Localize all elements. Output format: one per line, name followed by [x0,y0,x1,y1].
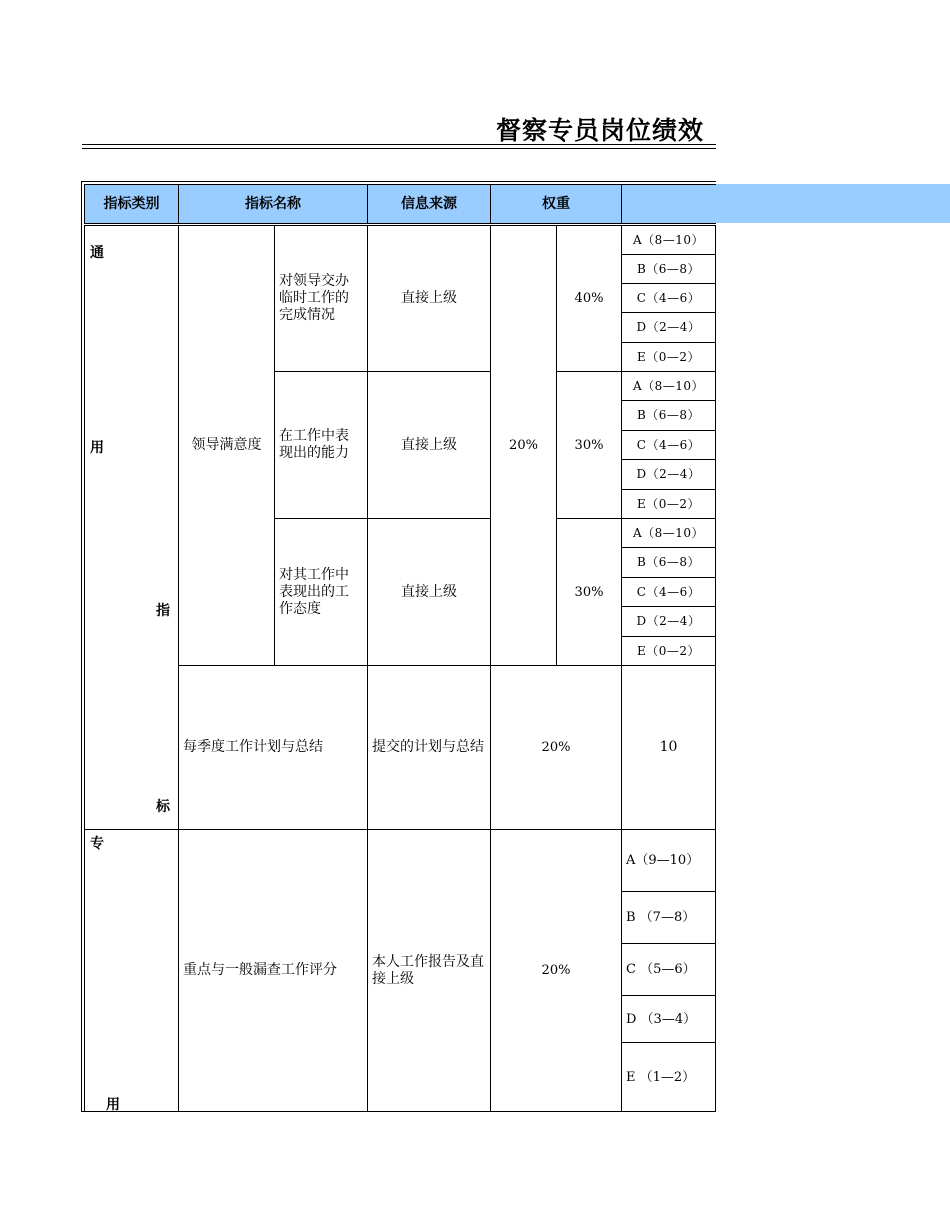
grade-cell: E（0—2） [621,489,716,519]
grade-cell: A（8—10） [621,371,716,401]
grade-cell: C（4—6） [621,430,716,460]
special-item-name: 重点与一般漏查工作评分 [178,829,368,1112]
header-extension [716,184,950,223]
header-category: 指标类别 [84,184,179,224]
grade-cell: E（0—2） [621,342,716,372]
header-source: 信息来源 [367,184,491,224]
special-item-source: 本人工作报告及直接上级 [367,829,491,1112]
category-general-char: 用 [90,440,104,456]
group-name: 领导满意度 [178,225,275,666]
grade-cell: D（2—4） [621,606,716,637]
quarterly-score: 10 [621,665,716,830]
category-special-cell [84,829,179,1112]
grade-cell: B （7—8） [621,891,716,944]
grade-cell: D（2—4） [621,312,716,343]
quarterly-name: 每季度工作计划与总结 [178,665,368,830]
item-source: 直接上级 [367,371,491,519]
item-source: 直接上级 [367,225,491,372]
grade-cell: A（8—10） [621,225,716,255]
category-general-char: 标 [156,799,170,815]
group-weight: 20% [490,225,557,666]
header-name: 指标名称 [178,184,368,224]
grade-cell: D （3—4） [621,995,716,1043]
item-source: 直接上级 [367,518,491,666]
grade-cell: B（6—8） [621,547,716,578]
grade-cell: A（9—10） [621,829,716,892]
quarterly-source: 提交的计划与总结 [367,665,491,830]
grade-cell: C （5—6） [621,943,716,996]
grade-cell: B（6—8） [621,254,716,284]
item-weight: 40% [556,225,622,372]
item-name: 对其工作中表现出的工作态度 [274,518,368,666]
category-special-char: 用 [106,1097,120,1113]
category-general-cell [84,225,179,830]
item-name: 对领导交办临时工作的完成情况 [274,225,368,372]
category-general-char: 指 [156,603,170,619]
category-special-char: 专 [90,836,104,852]
grade-cell: E （1—2） [621,1042,716,1112]
grade-cell: D（2—4） [621,459,716,490]
grade-cell: C（4—6） [621,283,716,313]
item-weight: 30% [556,371,622,519]
grade-cell: E（0—2） [621,636,716,666]
grade-cell: B（6—8） [621,400,716,431]
header-weight: 权重 [490,184,622,224]
page-title: 督察专员岗位绩效 [496,116,705,145]
item-weight: 30% [556,518,622,666]
quarterly-weight: 20% [490,665,622,830]
category-general-char: 通 [90,245,104,261]
grade-cell: C（4—6） [621,577,716,607]
item-name: 在工作中表现出的能力 [274,371,368,519]
special-item-weight: 20% [490,829,622,1112]
grade-cell: A（8—10） [621,518,716,548]
header-score [621,184,716,224]
